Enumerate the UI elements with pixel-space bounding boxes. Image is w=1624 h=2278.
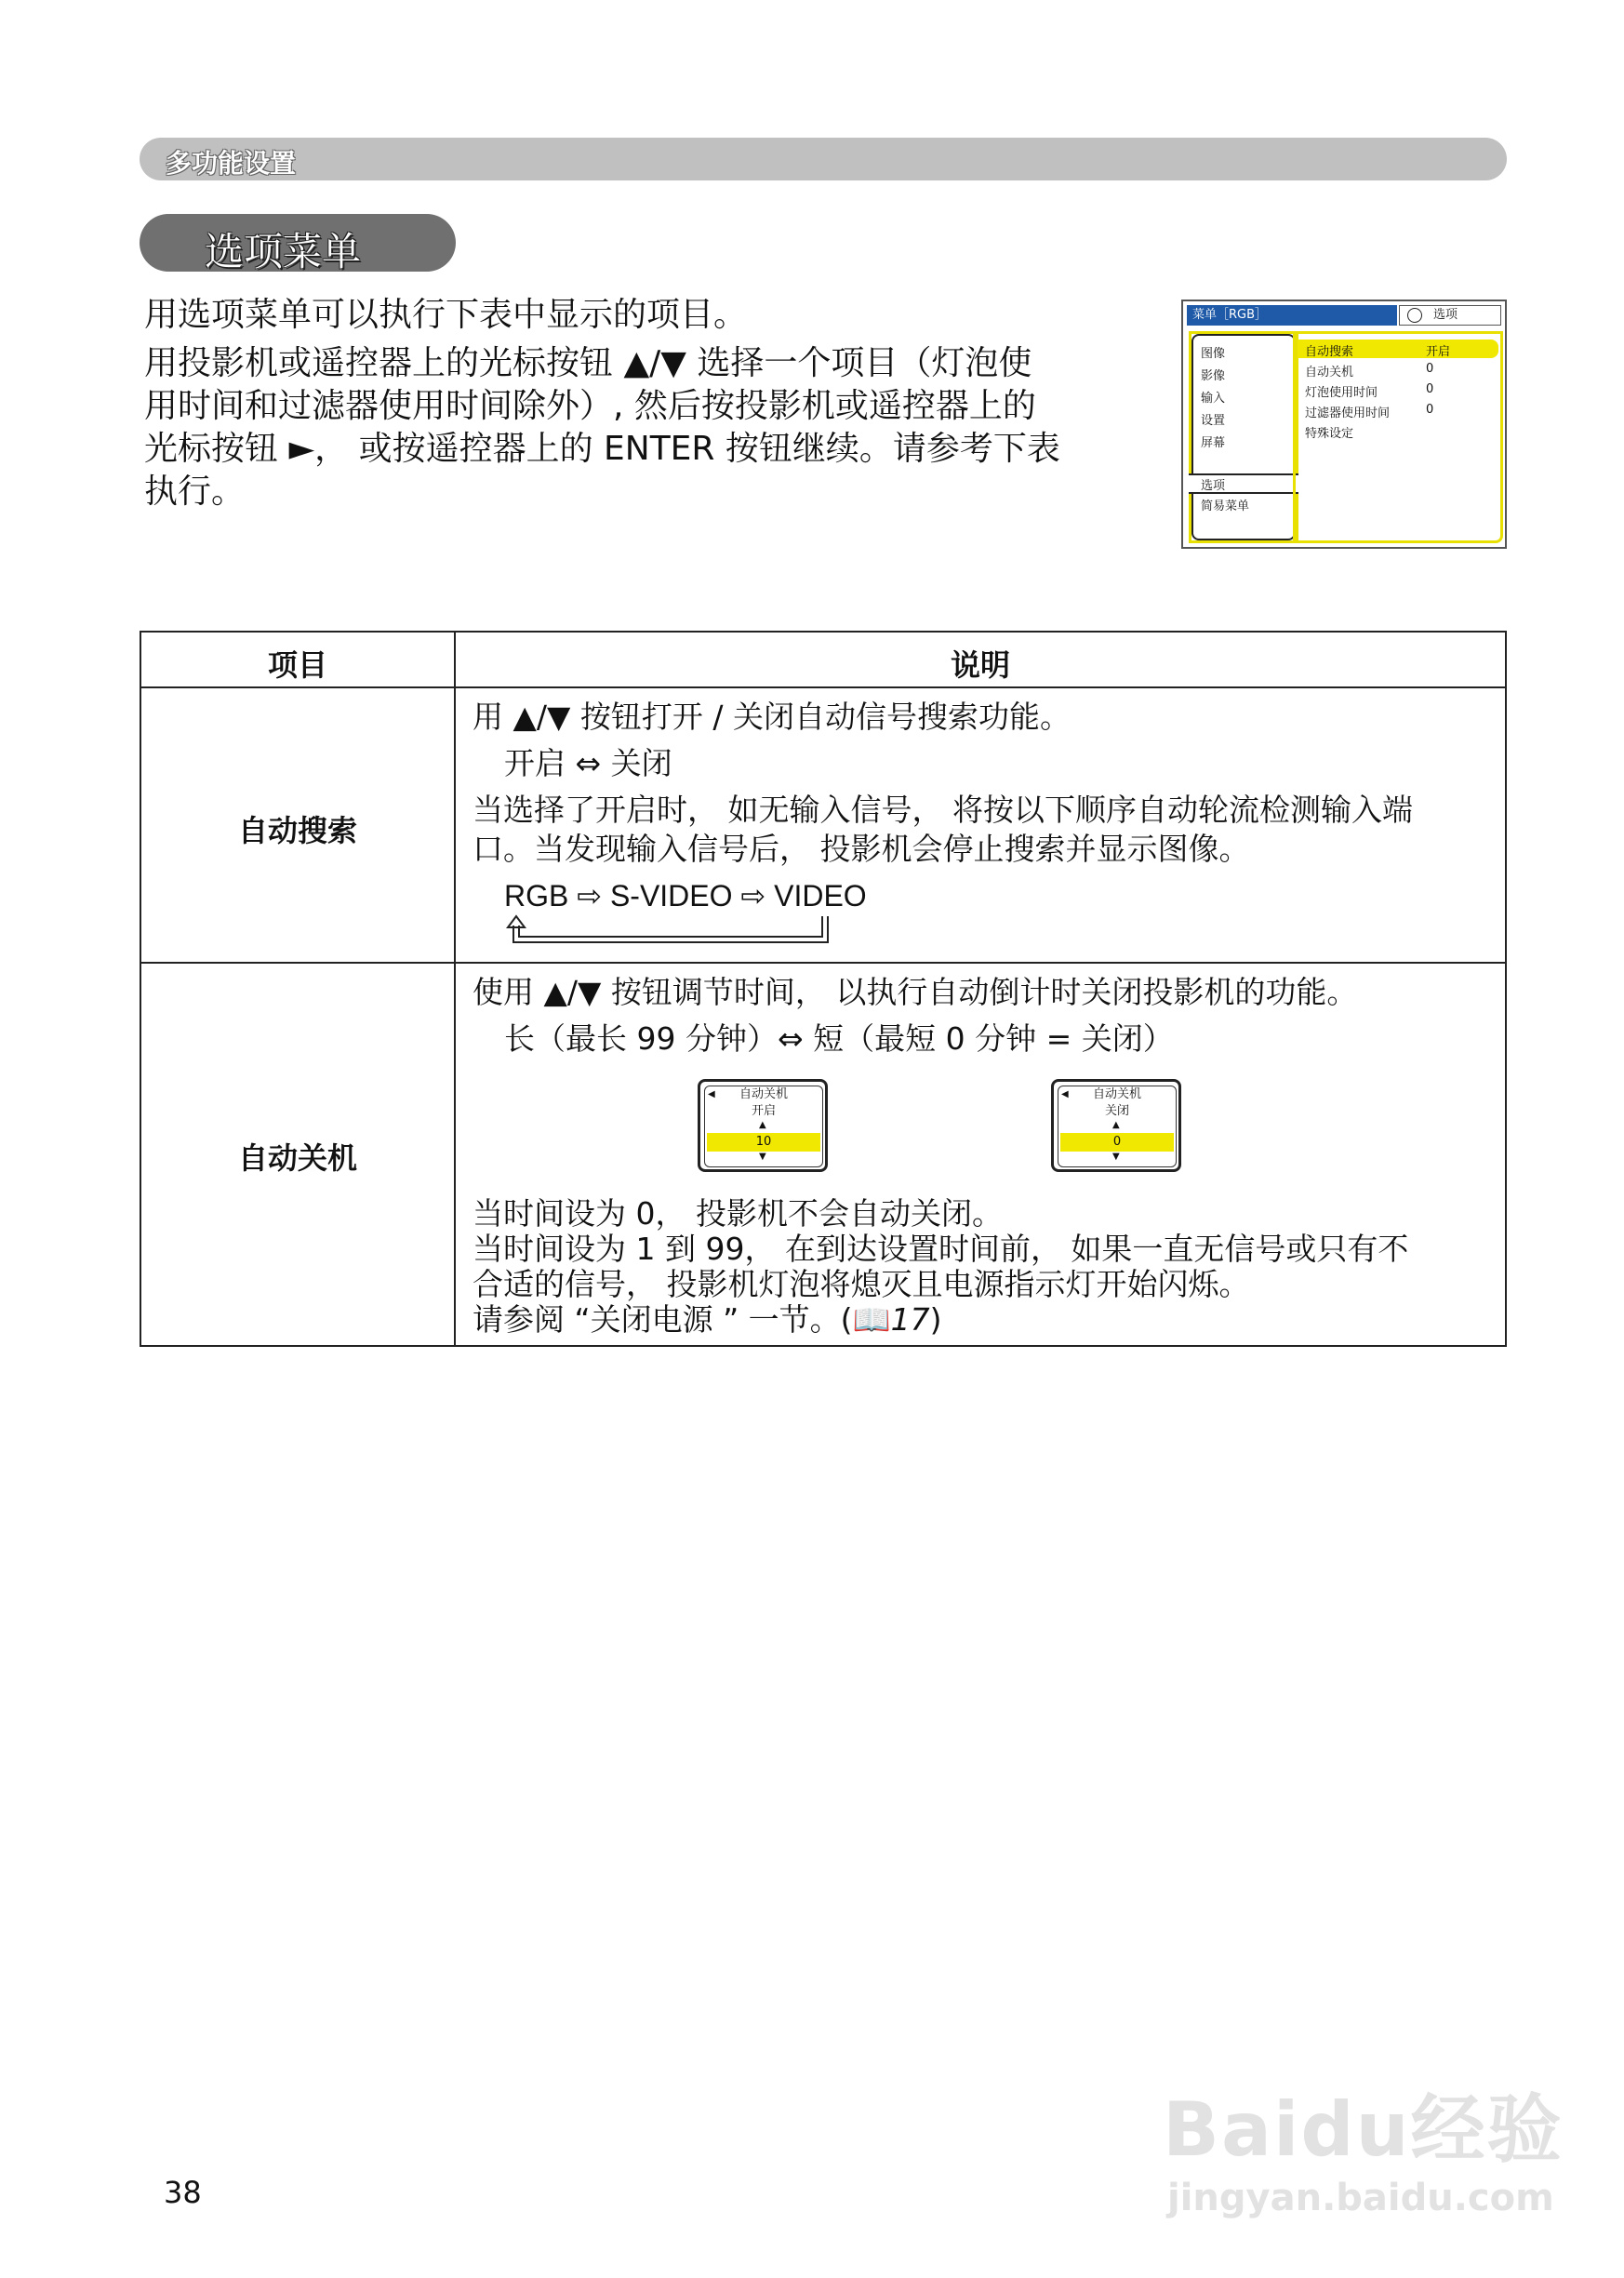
intro-line: 执行。	[144, 473, 246, 511]
menu-right-row: 过滤器使用时间 0	[1305, 403, 1434, 420]
row-auto-search-label: 自动搜索	[237, 813, 357, 848]
down-arrow-icon: ▼	[1112, 1152, 1120, 1162]
intro-line: 光标按钮 ►， 或按遥控器上的 ENTER 按钮继续。请参考下表	[144, 430, 1060, 468]
watermark-logo: Baidu经验	[1163, 2086, 1564, 2173]
desc-line-reference: 请参阅 “关闭电源 ” 一节。(📖17)	[473, 1301, 942, 1338]
menu-header	[1187, 305, 1501, 326]
left-arrow-icon: ◀	[708, 1089, 715, 1099]
section-title: 多功能设置	[166, 148, 297, 179]
menu-left-panel	[1189, 331, 1298, 543]
desc-line: 合适的信号， 投影机灯泡将熄灭且电源指示灯开始闪烁。	[473, 1266, 1250, 1302]
desc-line: 当时间设为 0， 投影机不会自动关闭。	[473, 1195, 1003, 1232]
watermark-url: jingyan.baidu.com	[1167, 2177, 1554, 2219]
menu-tab-label: 选项	[1433, 308, 1458, 322]
menu-left-item: 简易菜单	[1201, 500, 1250, 513]
menu-left-item: 图像	[1201, 347, 1226, 361]
section-header-bar	[140, 138, 1507, 180]
page-reference[interactable]: 17	[890, 1301, 930, 1338]
left-arrow-icon: ◀	[1061, 1089, 1069, 1099]
menu-left-item: 设置	[1201, 414, 1226, 428]
menu-right-row: 特殊设定	[1305, 427, 1354, 441]
row-auto-search-desc	[473, 698, 1496, 915]
row-auto-off-notes	[473, 1196, 1496, 1338]
clock-icon	[1407, 308, 1422, 323]
desc-line: 用 ▲/▼ 按钮打开 / 关闭自动信号搜索功能。	[473, 699, 1071, 735]
intro-line: 用时间和过滤器使用时间除外）, 然后按投影机或遥控器上的	[144, 387, 1036, 425]
menu-title: 选项菜单	[205, 229, 362, 274]
menu-header-title: 菜单［RGB］	[1187, 305, 1397, 326]
menu-right-panel	[1293, 331, 1503, 543]
menu-right-row: 自动关机 0	[1305, 362, 1434, 380]
desc-line: 长（最长 99 分钟）⇔ 短（最短 0 分钟 = 关闭）	[504, 1020, 1174, 1057]
desc-line: 口。当发现输入信号后， 投影机会停止搜索并显示图像。	[473, 831, 1250, 867]
auto-off-on-osd: ◀ 自动关机 开启 ▲ 10 ▼	[698, 1079, 828, 1172]
intro-text	[144, 294, 1158, 513]
menu-left-item: 影像	[1201, 369, 1226, 383]
intro-paragraph-1: 用选项菜单可以执行下表中显示的项目。	[144, 296, 748, 334]
auto-off-off-osd: ◀ 自动关机 关闭 ▲ 0 ▼	[1051, 1079, 1181, 1172]
input-order-flow: RGB ⇨ S-VIDEO ⇨ VIDEO	[504, 879, 867, 913]
options-table	[140, 631, 1507, 1347]
menu-right-row: 自动搜索 开启	[1305, 345, 1451, 359]
options-menu-screenshot	[1181, 300, 1507, 549]
table-header-desc: 说明	[950, 647, 1010, 683]
menu-left-item: 输入	[1201, 392, 1226, 406]
page-number: 38	[164, 2175, 202, 2210]
table-header-item: 项目	[267, 647, 327, 683]
menu-right-row: 灯泡使用时间 0	[1305, 382, 1434, 400]
up-arrow-icon: ▲	[1112, 1120, 1120, 1130]
menu-header-tab	[1399, 305, 1501, 326]
intro-paragraph-2	[144, 342, 1158, 513]
loop-back-arrow-icon	[506, 914, 839, 944]
up-arrow-icon: ▲	[759, 1120, 766, 1130]
row-auto-off-label: 自动关机	[237, 1140, 357, 1176]
book-icon: 📖	[852, 1301, 891, 1338]
menu-left-item: 屏幕	[1201, 436, 1226, 450]
desc-line: 使用 ▲/▼ 按钮调节时间， 以执行自动倒计时关闭投影机的功能。	[473, 974, 1358, 1010]
row-auto-off-desc	[473, 973, 1496, 1059]
menu-title-pill	[140, 214, 456, 272]
desc-line: 开启 ⇔ 关闭	[504, 745, 672, 781]
intro-line: 用投影机或遥控器上的光标按钮 ▲/▼ 选择一个项目（灯泡使	[144, 344, 1032, 382]
menu-left-item: 选项	[1201, 479, 1226, 493]
desc-line: 当选择了开启时， 如无输入信号， 将按以下顺序自动轮流检测输入端	[473, 792, 1413, 828]
down-arrow-icon: ▼	[759, 1152, 766, 1162]
desc-line: 当时间设为 1 到 99， 在到达设置时间前， 如果一直无信号或只有不	[473, 1231, 1409, 1267]
